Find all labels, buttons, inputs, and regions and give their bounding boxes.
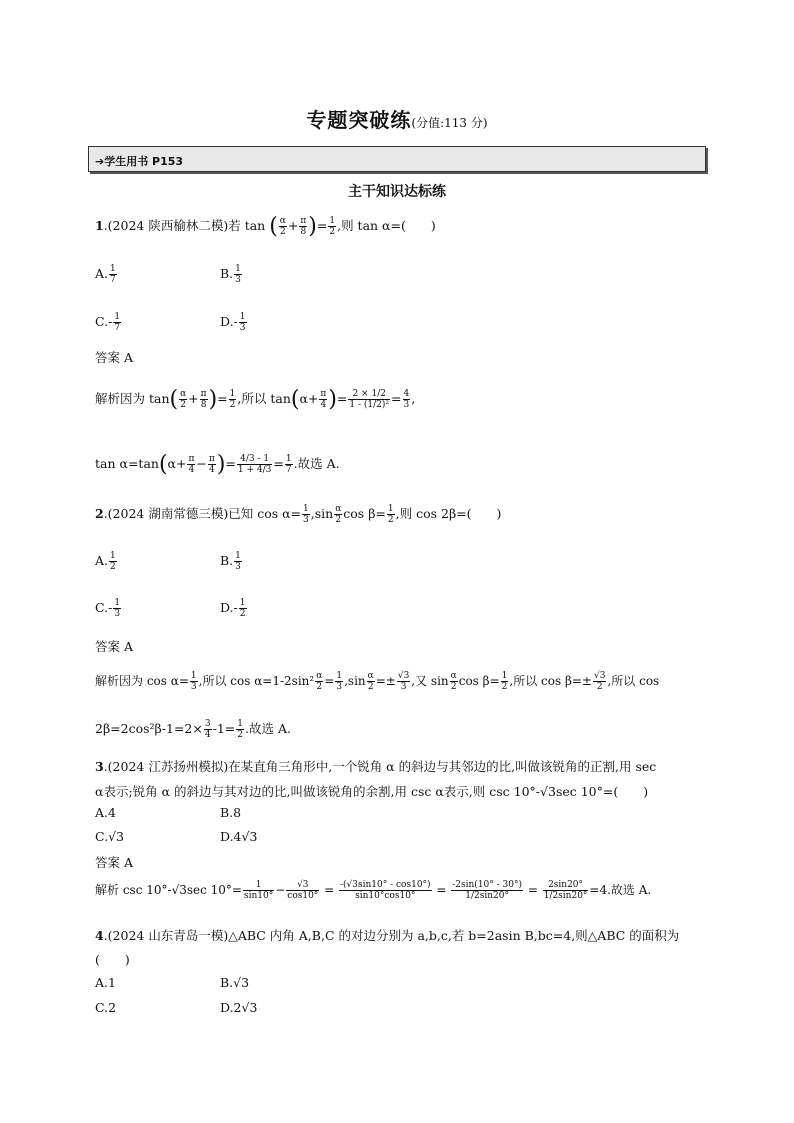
frac-den: 2 xyxy=(237,730,243,740)
frac xyxy=(190,671,198,692)
page-title xyxy=(0,104,794,133)
sqrt: √3 xyxy=(241,1000,258,1015)
frac-num: π xyxy=(208,454,215,464)
title-score: (分值:113 分) xyxy=(411,116,488,130)
q1-number: 1 xyxy=(95,218,104,233)
q4-option-c[interactable]: C.2 xyxy=(95,1000,117,1015)
text: sec 10°=( ) xyxy=(555,784,649,799)
q1-option-d[interactable] xyxy=(220,312,248,333)
q3-number: 3 xyxy=(95,759,104,774)
plus: + xyxy=(176,456,187,471)
q1-analysis-1 xyxy=(95,387,415,412)
frac xyxy=(286,880,319,901)
text: -1= xyxy=(212,721,236,736)
minus: − xyxy=(196,456,207,471)
paren-open: ( xyxy=(169,387,179,412)
frac-den: 4 xyxy=(208,465,215,475)
frac-den: 2 xyxy=(279,227,286,237)
q1-text-b: = xyxy=(316,218,328,233)
text: .(2024 山东青岛一模)△ABC 内角 A,B,C 的对边分别为 a,b,c,若 b=2asin B,bc=4,则△ABC 的面积为 xyxy=(103,928,680,943)
text: ,所以 cos xyxy=(607,674,660,688)
opt-label: C.- xyxy=(95,600,113,615)
q3-option-d[interactable] xyxy=(220,829,257,844)
q4-option-b[interactable] xyxy=(220,975,249,990)
q2-option-d[interactable] xyxy=(220,598,248,619)
text: α表示;锐角 α 的斜边与其对边的比,叫做该锐角的余割,用 csc α表示,则 csc 10°- xyxy=(95,784,541,799)
frac-den: 3 xyxy=(239,323,246,333)
opt-label: A. xyxy=(95,553,109,568)
text: =± xyxy=(375,674,396,688)
frac-num: 1 xyxy=(110,264,116,274)
q3-stem-2 xyxy=(95,782,648,800)
frac xyxy=(334,504,342,525)
frac-complex: $\frac{4/3 - 1}{1 + 4/3}$ xyxy=(237,454,272,475)
text: 解析 csc 10°- xyxy=(95,883,172,897)
sqrt: √3 xyxy=(241,829,258,844)
frac-den: cos10° xyxy=(287,891,319,901)
q1-stem xyxy=(95,214,436,239)
frac-den: 3 xyxy=(235,275,241,285)
frac-num: 1 xyxy=(336,671,343,681)
frac xyxy=(239,598,247,619)
book-reference-banner xyxy=(88,146,706,172)
text: ,则 cos 2β=( ) xyxy=(395,506,502,521)
frac-den: 3 xyxy=(336,682,343,692)
frac-num: 1 xyxy=(114,598,121,608)
frac xyxy=(236,719,244,740)
frac-den: 3 xyxy=(403,400,410,410)
frac-num: 4 xyxy=(403,389,410,399)
frac-den: 2 xyxy=(180,400,186,410)
frac-den: 4 xyxy=(320,400,327,410)
opt-label: B. xyxy=(220,553,234,568)
q1-answer: 答案 A xyxy=(95,350,134,365)
paren-close: ) xyxy=(328,387,337,412)
frac xyxy=(285,454,293,475)
frac-num: 1 xyxy=(114,312,121,322)
plus: + xyxy=(188,391,199,406)
frac xyxy=(113,598,121,619)
frac-den: 2 xyxy=(367,682,374,692)
frac-num: α xyxy=(316,671,323,681)
frac-num: 1 xyxy=(239,312,246,322)
frac-den: 4 xyxy=(188,465,195,475)
text: = xyxy=(324,674,335,688)
q4-stem-1 xyxy=(95,926,679,944)
frac-num: 1 xyxy=(235,264,241,274)
text: 解析因为 tan xyxy=(95,391,170,406)
q4-number: 4 xyxy=(95,928,104,943)
frac-den: 7 xyxy=(114,323,121,333)
frac xyxy=(315,671,323,692)
text: ,所以 tan xyxy=(237,391,291,406)
paren-open: ( xyxy=(158,452,168,477)
frac-den: 7 xyxy=(285,465,292,475)
frac-den: 2 xyxy=(596,682,603,692)
text: - 1 xyxy=(254,454,270,464)
q2-analysis-2 xyxy=(95,719,291,740)
text: 解析因为 cos α= xyxy=(95,674,189,688)
text: 1 - ( xyxy=(349,400,368,410)
paren-close: ) xyxy=(208,387,218,412)
q2-number: 2 xyxy=(95,506,104,521)
paren-open: ( xyxy=(269,214,278,239)
sqrt: √3 xyxy=(108,829,125,844)
frac-den: 2 xyxy=(329,227,336,237)
frac-num: √3 xyxy=(397,671,410,681)
text: ,sin xyxy=(344,674,366,688)
frac-den: 8 xyxy=(200,400,207,410)
frac xyxy=(367,671,375,692)
q3-option-a[interactable]: A.4 xyxy=(95,805,116,820)
frac-den: 7 xyxy=(110,275,116,285)
frac-num: √3 xyxy=(286,880,319,891)
frac xyxy=(397,671,410,692)
frac xyxy=(109,264,117,285)
text: 1/2 xyxy=(543,891,559,901)
sqrt: √3 xyxy=(540,784,556,799)
frac xyxy=(319,389,327,410)
frac xyxy=(450,671,458,692)
frac xyxy=(179,389,187,410)
frac xyxy=(299,216,307,237)
frac xyxy=(279,216,287,237)
text: cos β= xyxy=(458,674,500,688)
frac-den: 2 xyxy=(450,682,457,692)
frac-num: 2sin20° xyxy=(543,880,589,891)
text: 1/2 xyxy=(367,400,382,410)
frac xyxy=(387,504,395,525)
frac xyxy=(543,880,589,901)
q4-option-a[interactable]: A.1 xyxy=(95,975,116,990)
frac xyxy=(243,880,274,901)
plus: + xyxy=(287,218,299,233)
frac-num: π xyxy=(200,389,207,399)
frac-den: sin10° xyxy=(243,891,274,901)
frac-den: 3 xyxy=(114,609,121,619)
opt-label: B. xyxy=(220,975,234,990)
frac-den: 2 xyxy=(316,682,323,692)
text: = xyxy=(391,391,402,406)
frac xyxy=(339,880,432,901)
frac-num: π xyxy=(188,454,195,464)
frac-den: 3 xyxy=(400,682,407,692)
frac-num: 1 xyxy=(190,671,197,681)
frac-num: α xyxy=(279,216,286,226)
opt-label: B. xyxy=(220,266,234,281)
text: sin20° xyxy=(558,891,588,901)
frac-den: 3 xyxy=(235,562,241,572)
q3-option-c[interactable] xyxy=(95,829,124,844)
frac-num: π xyxy=(320,389,327,399)
frac-num: 3 xyxy=(204,719,211,729)
text: sec 10°= xyxy=(186,883,242,897)
text: , xyxy=(411,391,416,406)
frac-den: sin10°cos10° xyxy=(355,891,416,901)
text: = xyxy=(336,391,348,406)
frac xyxy=(451,880,523,901)
q1-analysis-2 xyxy=(95,452,340,477)
frac xyxy=(593,671,606,692)
text: tan α=tan xyxy=(95,456,159,471)
frac xyxy=(501,671,509,692)
frac xyxy=(403,389,411,410)
q3-option-b[interactable]: B.8 xyxy=(220,805,242,820)
frac-num: 1 xyxy=(285,454,292,464)
text: )² xyxy=(381,400,390,410)
sqrt: √3 xyxy=(171,883,187,897)
frac-num: -2sin(10° - 30°) xyxy=(452,880,522,890)
plus: + xyxy=(307,391,319,406)
frac-den: 2 xyxy=(239,609,246,619)
text: 4 xyxy=(240,454,246,464)
q3-answer: 答案 A xyxy=(95,855,134,870)
opt-label: D.4 xyxy=(220,829,242,844)
q2-option-b[interactable] xyxy=(220,551,243,572)
text: sin20° xyxy=(479,891,509,901)
text: 1/2 xyxy=(371,389,386,399)
frac xyxy=(208,454,216,475)
text: .(2024 湖南常德三模)已知 cos α= xyxy=(103,506,302,521)
frac-den: 3 xyxy=(190,682,197,692)
opt-label: A. xyxy=(95,266,109,281)
q1-text-c: ,则 tan α=( ) xyxy=(337,218,436,233)
text: 3 xyxy=(265,465,272,475)
frac-num: 1 xyxy=(235,551,241,561)
text: 1/2 xyxy=(465,891,480,901)
q2-stem xyxy=(95,504,501,525)
text: ,sin xyxy=(310,506,334,521)
opt-label: D.- xyxy=(220,314,238,329)
frac xyxy=(200,389,208,410)
frac-num: α xyxy=(450,671,457,681)
q4-stem-2: ( ) xyxy=(95,952,130,967)
sqrt: √3 xyxy=(233,975,250,990)
frac-num: α xyxy=(180,389,187,399)
frac-den: 3 xyxy=(303,515,309,525)
text: cos β= xyxy=(343,506,386,521)
text: ,所以 cos α=1-2sin² xyxy=(198,674,315,688)
text: α xyxy=(299,391,308,406)
text: ,又 sin xyxy=(411,674,449,688)
title-main: 专题突破练 xyxy=(306,108,412,132)
frac-num: 1 xyxy=(243,880,274,891)
opt-label: D.- xyxy=(220,600,238,615)
opt-label: D.2 xyxy=(220,1000,242,1015)
frac xyxy=(229,389,237,410)
text: 3 xyxy=(248,454,255,464)
frac xyxy=(302,504,310,525)
frac xyxy=(328,216,336,237)
text: α xyxy=(167,456,176,471)
text: .(2024 江苏扬州模拟)在某直角三角形中,一个锐角 α 的斜边与其邻边的比,叫做该锐角的正割,用 sec xyxy=(103,759,657,774)
frac-num: α xyxy=(335,504,342,514)
frac-den: 2 xyxy=(501,682,508,692)
book-reference: ➔学生用书 P153 xyxy=(95,155,184,168)
frac-num: α xyxy=(367,671,374,681)
frac-num: 1 xyxy=(303,504,309,514)
opt-label: C. xyxy=(95,829,109,844)
text: ,所以 cos β=± xyxy=(509,674,592,688)
text: 1 + xyxy=(237,465,257,475)
frac xyxy=(113,312,121,333)
paren-close: ) xyxy=(308,214,317,239)
paren-close: ) xyxy=(216,452,226,477)
q1-option-a[interactable] xyxy=(95,264,118,285)
text: = xyxy=(217,391,228,406)
frac-num: 1 xyxy=(110,551,116,561)
text: = xyxy=(225,456,236,471)
q2-answer: 答案 A xyxy=(95,639,134,654)
frac-num: -(√3sin10° - cos10°) xyxy=(340,880,431,890)
frac-den: 8 xyxy=(300,227,307,237)
frac-num: 1 xyxy=(387,504,394,514)
q2-option-c[interactable] xyxy=(95,598,122,619)
frac-den: 4 xyxy=(204,730,211,740)
frac xyxy=(187,454,195,475)
text: 4 xyxy=(256,465,263,475)
text: .故选 A. xyxy=(293,456,340,471)
text: 2β=2cos²β-1=2× xyxy=(95,721,203,736)
frac-den: 2 xyxy=(335,515,342,525)
text: .故选 A. xyxy=(245,721,291,736)
q4-option-d[interactable] xyxy=(220,1000,257,1015)
frac-num: √3 xyxy=(594,671,606,681)
frac xyxy=(239,312,247,333)
minus: − xyxy=(275,883,286,897)
frac xyxy=(109,551,117,572)
frac xyxy=(234,551,242,572)
q2-option-a[interactable] xyxy=(95,551,118,572)
frac xyxy=(335,671,343,692)
text: = xyxy=(273,456,284,471)
frac xyxy=(234,264,242,285)
q2-analysis-1 xyxy=(95,671,659,692)
q3-analysis: 解析 csc 10°-√3sec 10°= $\frac{1}{\sin 10^\circ}$ − $\frac{√3}{\cos 10^\circ}$ = $\frac{-(√3\sin 10^\circ - \cos 10^\circ)}{\sin 10^\circ\cos 10^\circ}$ = $\frac{-2\sin(10^\circ - 30^\circ)}{1/2\sin 20^\circ}$ = $\frac{2\sin 20^\circ}{1/2\sin 20^\circ}$ =4.故选 A. xyxy=(95,880,652,901)
frac-complex xyxy=(348,389,390,410)
frac-num: 1 xyxy=(239,598,246,608)
paren-open: ( xyxy=(290,387,300,412)
text: 2 × xyxy=(352,389,372,399)
frac xyxy=(204,719,212,740)
frac-den: 2 xyxy=(110,562,116,572)
frac-num: 1 xyxy=(237,719,243,729)
q1-option-b[interactable] xyxy=(220,264,243,285)
q3-stem-1 xyxy=(95,757,656,775)
opt-label: C.- xyxy=(95,314,113,329)
q1-text-a: .(2024 陕西榆林二模)若 tan xyxy=(103,218,266,233)
frac-num: π xyxy=(300,216,307,226)
frac-num: 1 xyxy=(329,216,336,226)
frac-den: 2 xyxy=(229,400,236,410)
frac-den: 2 xyxy=(387,515,394,525)
section-title: 主干知识达标练 xyxy=(348,184,446,200)
text: =4.故选 A. xyxy=(589,883,652,897)
q1-option-c[interactable] xyxy=(95,312,122,333)
frac-num: 1 xyxy=(229,389,236,399)
frac-num: 1 xyxy=(501,671,508,681)
